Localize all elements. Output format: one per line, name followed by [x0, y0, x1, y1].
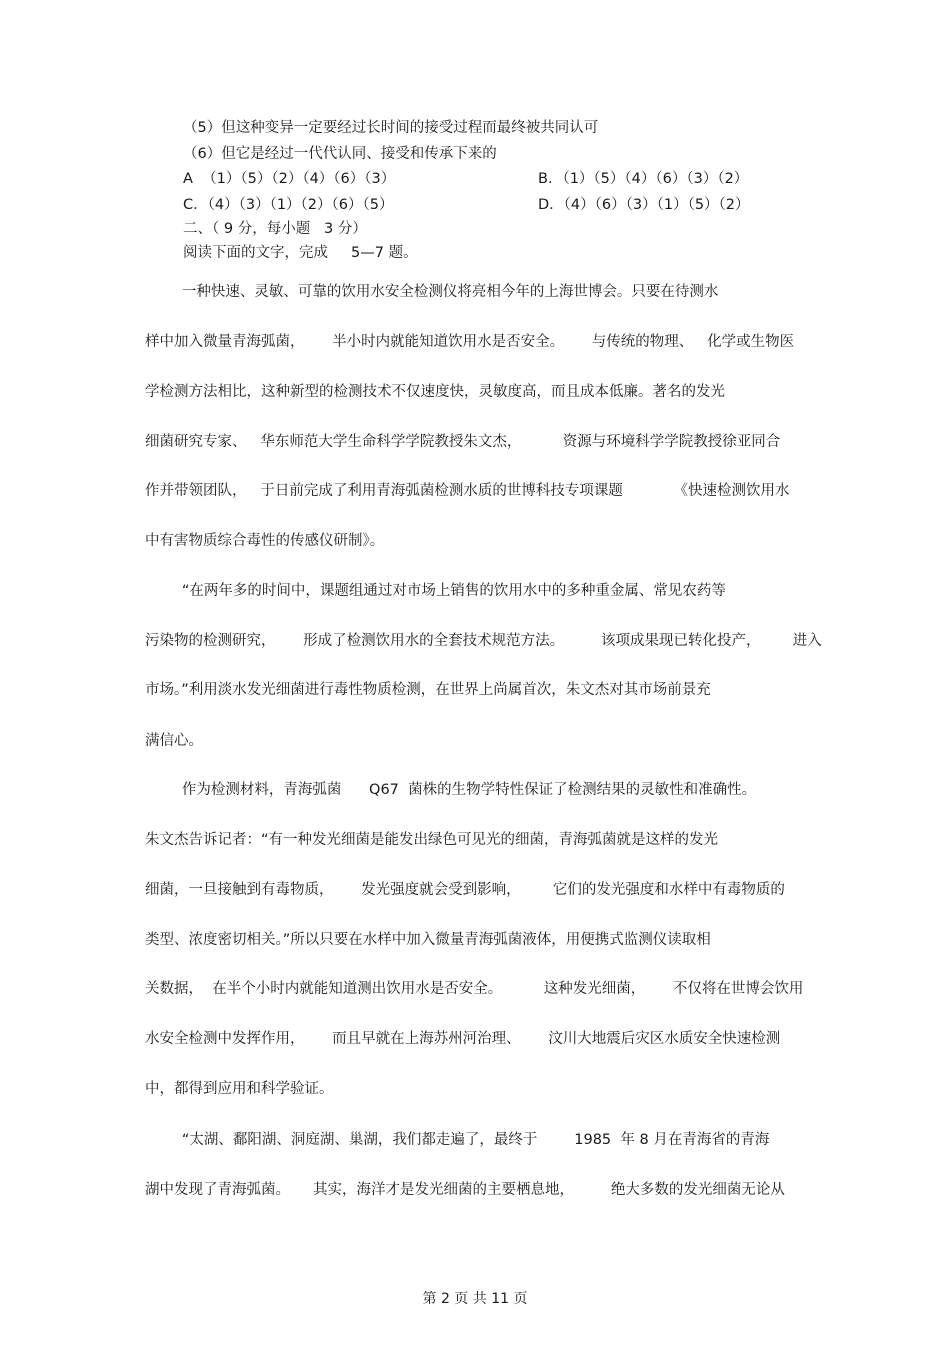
- passage-line: 中有害物质综合毒性的传感仪研制》。: [145, 533, 385, 549]
- passage-line: 作并带领团队， 于日前完成了利用青海弧菌检测水质的世博科技专项课题 《快速检测饮用水: [145, 483, 790, 499]
- passage-line: 中，都得到应用和科学验证。: [145, 1081, 334, 1097]
- item-5: （5）但这种变异一定要经过长时间的接受过程而最终被共同认可: [183, 120, 599, 136]
- passage-line: 污染物的检测研究， 形成了检测饮用水的全套技术规范方法。 该项成果现已转化投产， 进入: [145, 633, 822, 649]
- section-heading: 二、（ 9 分，每小题 3 分）: [183, 221, 367, 237]
- passage-line: 类型、浓度密切相关。”所以只要在水样中加入微量青海弧菌液体，用便携式监测仪读取相: [145, 932, 711, 948]
- passage-line: 湖中发现了青海弧菌。 其实，海洋才是发光细菌的主要栖息地， 绝大多数的发光细菌无论从: [145, 1182, 785, 1198]
- passage-line: 市场。”利用淡水发光细菌进行毒性物质检测，在世界上尚属首次，朱文杰对其市场前景充: [145, 682, 711, 698]
- passage-line: 学检测方法相比，这种新型的检测技术不仅速度快，灵敏度高，而且成本低廉。著名的发光: [145, 384, 725, 400]
- passage-line: 满信心。: [145, 733, 203, 749]
- option-d: D．（4）（6）（3）（1）（5）（2）: [538, 197, 750, 213]
- passage-line: 细菌，一旦接触到有毒物质， 发光强度就会受到影响， 它们的发光强度和水样中有毒物质的: [145, 882, 785, 898]
- passage-line: 细菌研究专家、 华东师范大学生命科学学院教授朱文杰， 资源与环境科学学院教授徐亚同合: [145, 434, 781, 450]
- item-6: （6）但它是经过一代代认同、接受和传承下来的: [183, 146, 497, 162]
- passage-line: 朱文杰告诉记者：“有一种发光细菌是能发出绿色可见光的细菌，青海弧菌就是这样的发光: [145, 832, 719, 848]
- passage-line: 作为检测材料，青海弧菌 Q67 菌株的生物学特性保证了检测结果的灵敏性和准确性。: [145, 782, 757, 798]
- section-instruction: 阅读下面的文字，完成 5—7 题。: [183, 245, 418, 261]
- passage-line: 一种快速、灵敏、可靠的饮用水安全检测仪将亮相今年的上海世博会。只要在待测水: [145, 284, 719, 300]
- passage-line: “在两年多的时间中，课题组通过对市场上销售的饮用水中的多种重金属、常见农药等: [145, 583, 726, 599]
- page-footer: 第 2 页 共 11 页: [422, 1291, 528, 1307]
- passage-line: 水安全检测中发挥作用， 而且早就在上海苏州河治理、 汶川大地震后灾区水质安全快速检测: [145, 1031, 781, 1047]
- passage-line: “太湖、鄱阳湖、洞庭湖、巢湖，我们都走遍了，最终于 1985 年 8 月在青海省的青海: [145, 1132, 770, 1148]
- passage-line: 样中加入微量青海弧菌， 半小时内就能知道饮用水是否安全。 与传统的物理、 化学或生物医: [145, 334, 795, 350]
- passage-line: 关数据， 在半个小时内就能知道测出饮用水是否安全。 这种发光细菌， 不仅将在世博会饮用: [145, 981, 804, 997]
- option-c: C．（4）（3）（1）（2）（6）（5）: [183, 197, 394, 213]
- option-a: A （1）（5）（2）（4）（6）（3）: [183, 171, 396, 187]
- option-b: B．（1）（5）（4）（6）（3）（2）: [538, 171, 749, 187]
